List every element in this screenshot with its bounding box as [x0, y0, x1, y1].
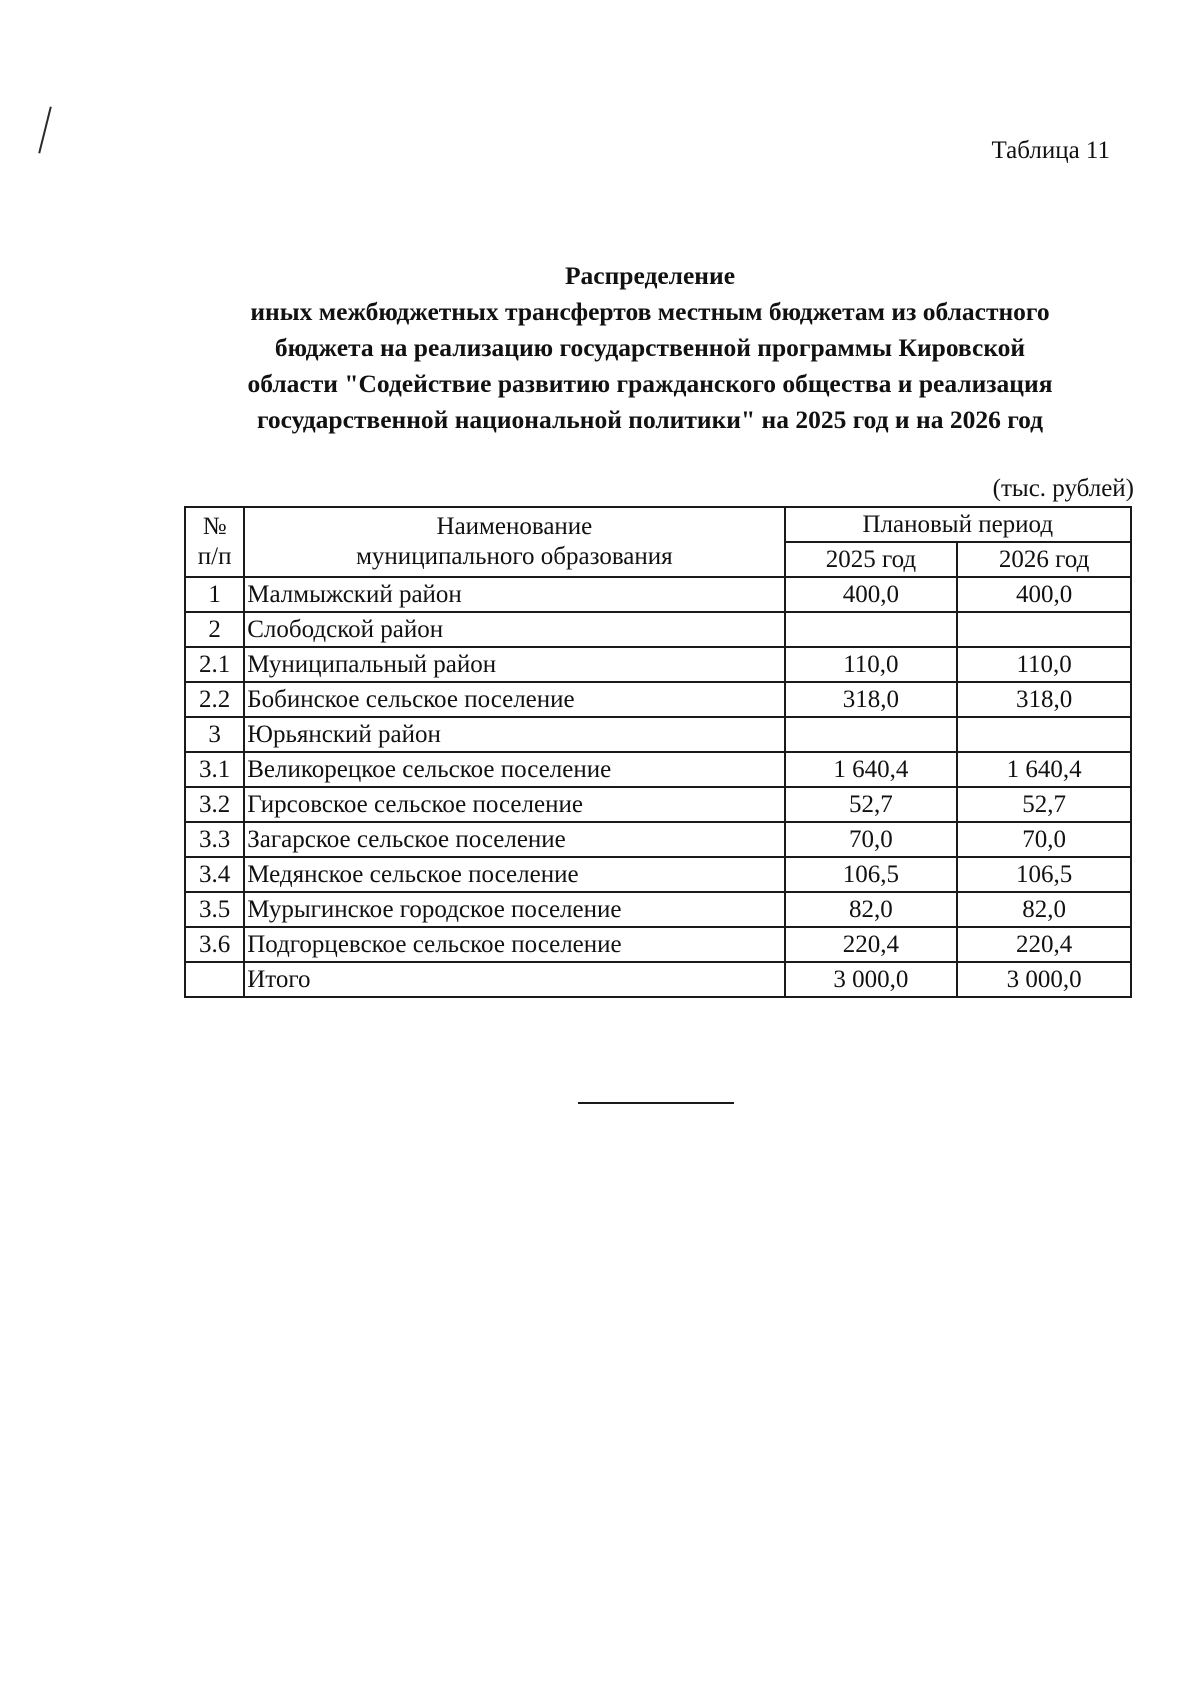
title-line: Распределение [564, 261, 736, 290]
planning-period-header: Плановый период [785, 507, 1131, 542]
municipality-name: Юрьянский район [244, 717, 784, 752]
value-2026: 82,0 [957, 892, 1131, 927]
table-row [185, 892, 1131, 927]
municipality-name: Слободской район [244, 612, 784, 647]
header-row [185, 507, 1131, 542]
value-2026: 52,7 [957, 787, 1131, 822]
number-column-header [185, 507, 244, 577]
total-value-2026: 3 000,0 [957, 962, 1131, 997]
table-row [185, 787, 1131, 822]
year-2025-header: 2025 год [785, 542, 958, 577]
name-header-line2: муниципального образования [356, 543, 673, 570]
value-2025: 220,4 [785, 927, 958, 962]
number-header-line2: п/п [197, 543, 232, 570]
row-number: 2 [185, 612, 244, 647]
value-2026: 1 640,4 [957, 752, 1131, 787]
row-number: 3 [185, 717, 244, 752]
table-row [185, 612, 1131, 647]
row-number: 2.1 [185, 647, 244, 682]
end-of-table-rule [578, 1102, 734, 1104]
value-2026 [957, 612, 1131, 647]
value-2025: 1 640,4 [785, 752, 958, 787]
row-number: 3.6 [185, 927, 244, 962]
value-2026: 106,5 [957, 857, 1131, 892]
municipality-name: Медянское сельское поселение [244, 857, 784, 892]
value-2025: 106,5 [785, 857, 958, 892]
table-row [185, 752, 1131, 787]
value-2025: 82,0 [785, 892, 958, 927]
value-2026 [957, 717, 1131, 752]
units-label: (тыс. рублей) [992, 475, 1134, 502]
value-2026: 400,0 [957, 577, 1131, 612]
title-line: бюджета на реализацию государственной программы Кировской [274, 333, 1026, 362]
value-2025: 318,0 [785, 682, 958, 717]
row-number: 3.4 [185, 857, 244, 892]
table-body [185, 577, 1131, 997]
municipality-name: Загарское сельское поселение [244, 822, 784, 857]
title-line: области "Содействие развитию гражданского общества и реализация [247, 369, 1053, 398]
table-row [185, 647, 1131, 682]
municipality-name: Бобинское сельское поселение [244, 682, 784, 717]
document-title [200, 258, 1100, 438]
total-row-number [185, 962, 244, 997]
row-number: 3.5 [185, 892, 244, 927]
value-2026: 70,0 [957, 822, 1131, 857]
table-header [185, 507, 1131, 577]
table-row [185, 857, 1131, 892]
row-number: 3.1 [185, 752, 244, 787]
value-2026: 110,0 [957, 647, 1131, 682]
municipality-name: Подгорцевское сельское поселение [244, 927, 784, 962]
municipality-name: Великорецкое сельское поселение [244, 752, 784, 787]
value-2025: 400,0 [785, 577, 958, 612]
table-row [185, 577, 1131, 612]
name-header-line1: Наименование [436, 513, 593, 540]
row-number: 1 [185, 577, 244, 612]
value-2026: 220,4 [957, 927, 1131, 962]
number-header-line1: № [202, 513, 227, 540]
table-number: Таблица 11 [991, 137, 1110, 164]
total-label: Итого [244, 962, 784, 997]
value-2026: 318,0 [957, 682, 1131, 717]
municipality-name: Мурыгинское городское поселение [244, 892, 784, 927]
value-2025 [785, 717, 958, 752]
table-row [185, 682, 1131, 717]
row-number: 2.2 [185, 682, 244, 717]
value-2025 [785, 612, 958, 647]
scan-mark [38, 106, 52, 153]
municipality-name: Малмыжский район [244, 577, 784, 612]
title-line: государственной национальной политики" на 2025 год и на 2026 год [256, 405, 1044, 434]
title-line: иных межбюджетных трансфертов местным бюджетам из областного [250, 297, 1050, 326]
row-number: 3.3 [185, 822, 244, 857]
row-number: 3.2 [185, 787, 244, 822]
value-2025: 110,0 [785, 647, 958, 682]
table-row [185, 927, 1131, 962]
value-2025: 70,0 [785, 822, 958, 857]
total-row [185, 962, 1131, 997]
year-2026-header: 2026 год [957, 542, 1131, 577]
table-row [185, 822, 1131, 857]
name-column-header [244, 507, 784, 577]
value-2025: 52,7 [785, 787, 958, 822]
table-row [185, 717, 1131, 752]
transfers-table [184, 506, 1132, 998]
municipality-name: Муниципальный район [244, 647, 784, 682]
total-value-2025: 3 000,0 [785, 962, 958, 997]
municipality-name: Гирсовское сельское поселение [244, 787, 784, 822]
